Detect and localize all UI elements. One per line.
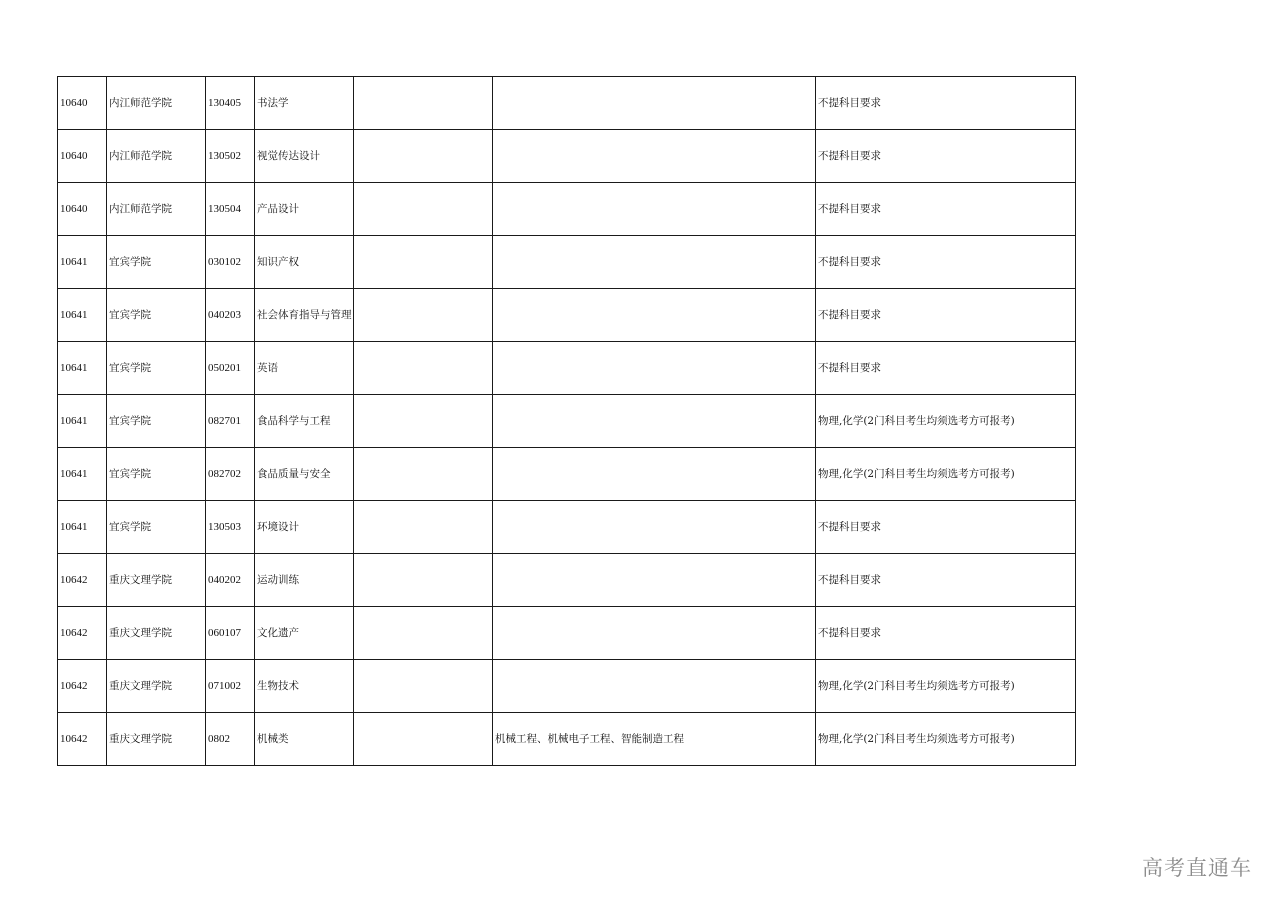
subject-requirement-cell: 不提科目要求 (816, 342, 1076, 395)
major-code-cell: 071002 (206, 660, 255, 713)
major-name-cell: 知识产权 (255, 236, 354, 289)
included-majors-cell (493, 236, 816, 289)
school-name-cell: 内江师范学院 (107, 77, 206, 130)
table-row (58, 448, 1076, 501)
major-code-cell: 0802 (206, 713, 255, 766)
major-code-cell: 040203 (206, 289, 255, 342)
major-code-cell: 060107 (206, 607, 255, 660)
school-code-cell: 10641 (58, 395, 107, 448)
empty-column-cell (354, 289, 493, 342)
school-code-cell: 10642 (58, 660, 107, 713)
included-majors-cell (493, 289, 816, 342)
school-code-cell: 10640 (58, 77, 107, 130)
watermark-text: 高考直通车 (1142, 856, 1252, 880)
major-code-cell: 082701 (206, 395, 255, 448)
school-name-cell: 内江师范学院 (107, 183, 206, 236)
subject-requirement-cell: 不提科目要求 (816, 77, 1076, 130)
major-name-cell: 书法学 (255, 77, 354, 130)
table-row (58, 713, 1076, 766)
major-name-cell: 机械类 (255, 713, 354, 766)
major-name-cell: 食品科学与工程 (255, 395, 354, 448)
included-majors-cell (493, 660, 816, 713)
major-name-cell: 生物技术 (255, 660, 354, 713)
table-row (58, 289, 1076, 342)
empty-column-cell (354, 448, 493, 501)
school-code-cell: 10642 (58, 554, 107, 607)
subject-requirement-cell: 不提科目要求 (816, 501, 1076, 554)
included-majors-cell (493, 130, 816, 183)
school-name-cell: 宜宾学院 (107, 236, 206, 289)
major-name-cell: 环境设计 (255, 501, 354, 554)
empty-column-cell (354, 130, 493, 183)
included-majors-cell (493, 77, 816, 130)
table-row (58, 130, 1076, 183)
major-name-cell: 产品设计 (255, 183, 354, 236)
school-code-cell: 10641 (58, 342, 107, 395)
school-code-cell: 10642 (58, 607, 107, 660)
school-name-cell: 重庆文理学院 (107, 607, 206, 660)
table-body (58, 77, 1076, 766)
included-majors-cell (493, 342, 816, 395)
empty-column-cell (354, 236, 493, 289)
subject-requirements-table (57, 76, 1076, 766)
empty-column-cell (354, 660, 493, 713)
major-name-cell: 文化遗产 (255, 607, 354, 660)
empty-column-cell (354, 183, 493, 236)
included-majors-cell (493, 395, 816, 448)
subject-requirements-table-container (57, 76, 1075, 766)
school-name-cell: 宜宾学院 (107, 342, 206, 395)
major-name-cell: 视觉传达设计 (255, 130, 354, 183)
major-code-cell: 130405 (206, 77, 255, 130)
school-name-cell: 重庆文理学院 (107, 660, 206, 713)
included-majors-cell: 机械工程、机械电子工程、智能制造工程 (493, 713, 816, 766)
subject-requirement-cell: 物理,化学(2门科目考生均须选考方可报考) (816, 713, 1076, 766)
subject-requirement-cell: 物理,化学(2门科目考生均须选考方可报考) (816, 395, 1076, 448)
empty-column-cell (354, 342, 493, 395)
table-row (58, 236, 1076, 289)
subject-requirement-cell: 不提科目要求 (816, 130, 1076, 183)
school-name-cell: 内江师范学院 (107, 130, 206, 183)
school-code-cell: 10641 (58, 448, 107, 501)
major-code-cell: 050201 (206, 342, 255, 395)
table-row (58, 342, 1076, 395)
table-row (58, 501, 1076, 554)
school-name-cell: 重庆文理学院 (107, 554, 206, 607)
subject-requirement-cell: 不提科目要求 (816, 236, 1076, 289)
table-row (58, 607, 1076, 660)
major-code-cell: 030102 (206, 236, 255, 289)
subject-requirement-cell: 不提科目要求 (816, 607, 1076, 660)
empty-column-cell (354, 395, 493, 448)
empty-column-cell (354, 713, 493, 766)
included-majors-cell (493, 501, 816, 554)
subject-requirement-cell: 不提科目要求 (816, 289, 1076, 342)
major-name-cell: 社会体育指导与管理 (255, 289, 354, 342)
empty-column-cell (354, 607, 493, 660)
table-row (58, 77, 1076, 130)
major-code-cell: 040202 (206, 554, 255, 607)
empty-column-cell (354, 501, 493, 554)
school-code-cell: 10641 (58, 501, 107, 554)
table-row (58, 183, 1076, 236)
major-name-cell: 食品质量与安全 (255, 448, 354, 501)
school-code-cell: 10640 (58, 130, 107, 183)
school-code-cell: 10642 (58, 713, 107, 766)
school-name-cell: 宜宾学院 (107, 289, 206, 342)
included-majors-cell (493, 448, 816, 501)
school-name-cell: 宜宾学院 (107, 448, 206, 501)
empty-column-cell (354, 554, 493, 607)
major-code-cell: 130504 (206, 183, 255, 236)
major-name-cell: 英语 (255, 342, 354, 395)
school-code-cell: 10641 (58, 289, 107, 342)
included-majors-cell (493, 607, 816, 660)
major-code-cell: 082702 (206, 448, 255, 501)
table-row (58, 660, 1076, 713)
included-majors-cell (493, 554, 816, 607)
school-name-cell: 宜宾学院 (107, 501, 206, 554)
table-row (58, 395, 1076, 448)
subject-requirement-cell: 物理,化学(2门科目考生均须选考方可报考) (816, 448, 1076, 501)
subject-requirement-cell: 物理,化学(2门科目考生均须选考方可报考) (816, 660, 1076, 713)
school-name-cell: 重庆文理学院 (107, 713, 206, 766)
table-row (58, 554, 1076, 607)
subject-requirement-cell: 不提科目要求 (816, 554, 1076, 607)
subject-requirement-cell: 不提科目要求 (816, 183, 1076, 236)
school-code-cell: 10640 (58, 183, 107, 236)
school-name-cell: 宜宾学院 (107, 395, 206, 448)
major-name-cell: 运动训练 (255, 554, 354, 607)
school-code-cell: 10641 (58, 236, 107, 289)
major-code-cell: 130502 (206, 130, 255, 183)
empty-column-cell (354, 77, 493, 130)
included-majors-cell (493, 183, 816, 236)
major-code-cell: 130503 (206, 501, 255, 554)
